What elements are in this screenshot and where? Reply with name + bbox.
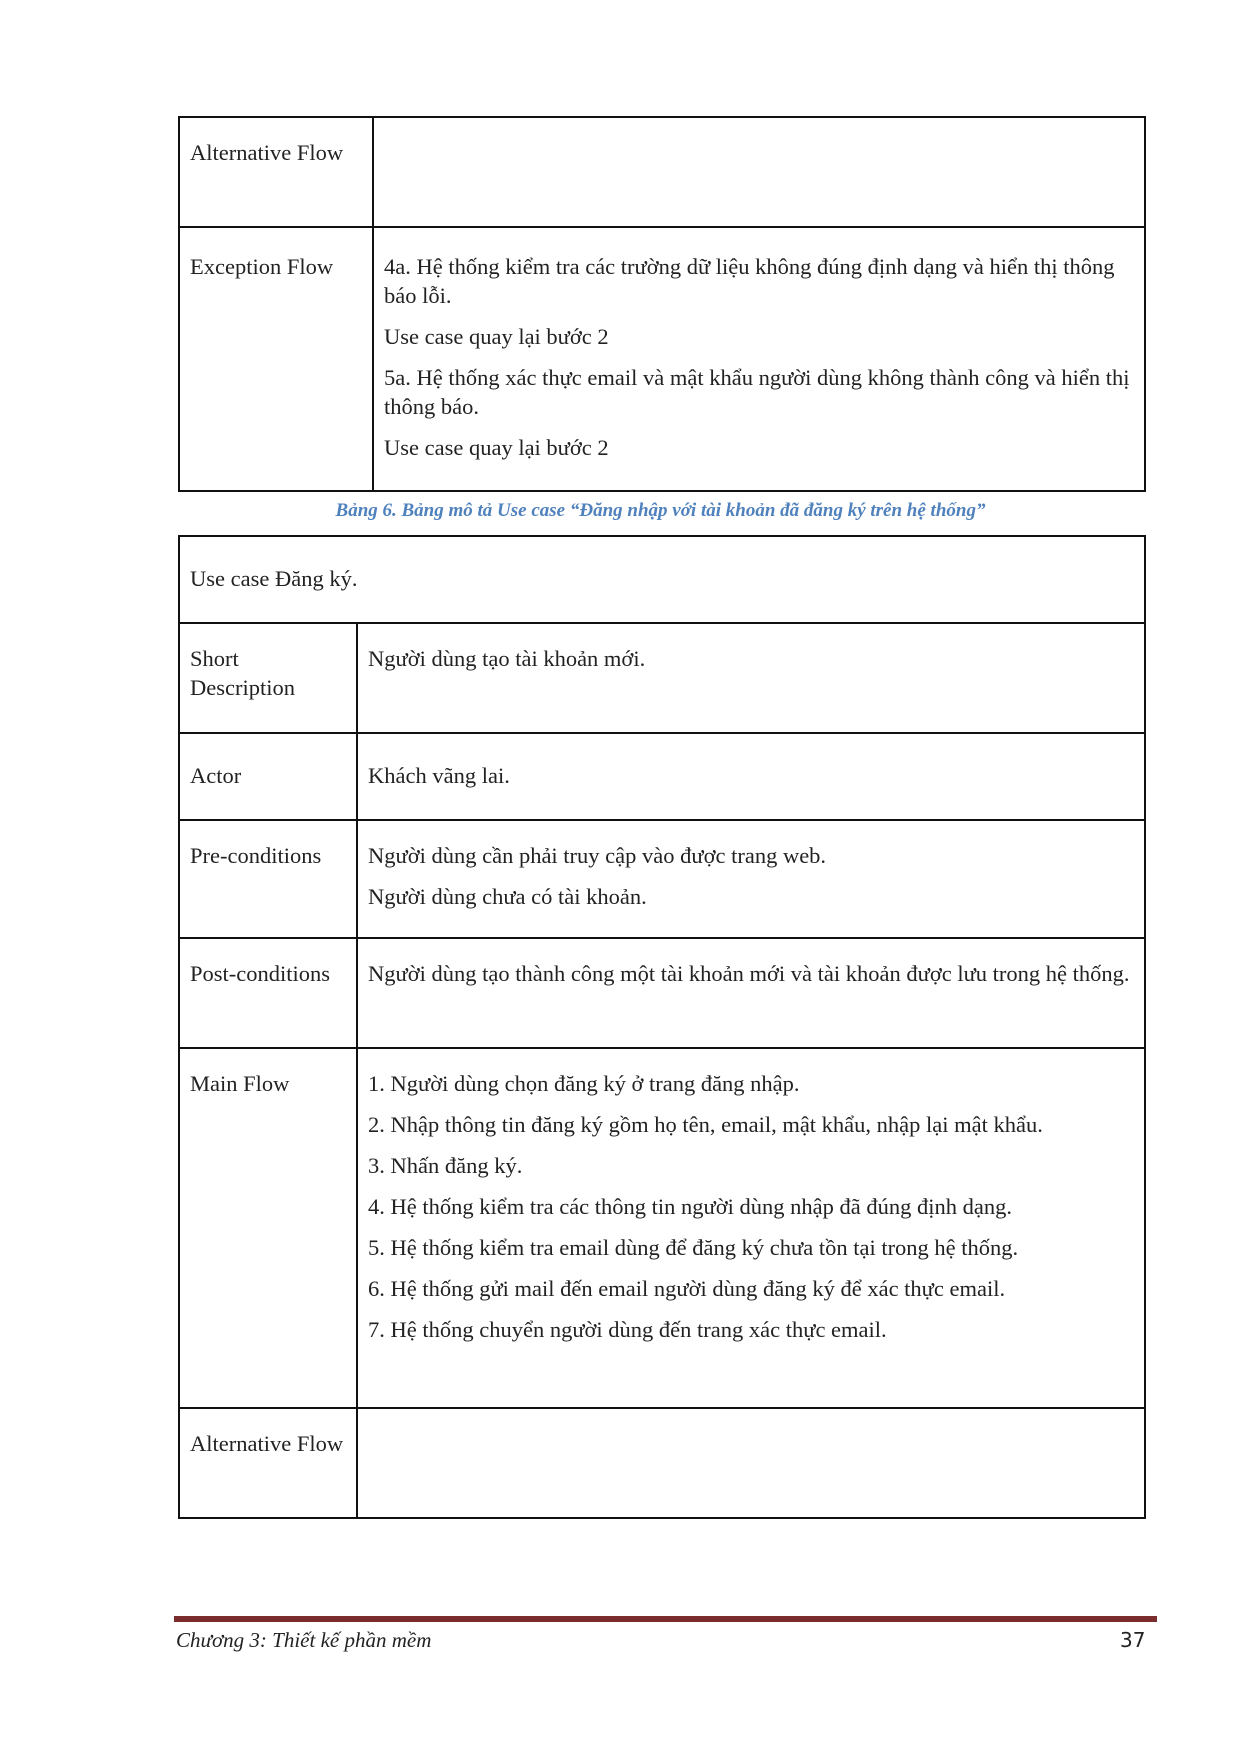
table-row	[179, 938, 1145, 1048]
table-row	[179, 227, 1145, 491]
row-line: Khách vãng lai.	[368, 763, 510, 788]
row-line: Người dùng tạo thành công một tài khoản mới và tài khoản được lưu trong hệ thống.	[368, 961, 1130, 986]
row-content	[357, 1408, 1145, 1518]
row-content	[357, 733, 1145, 820]
exception-line: 5a. Hệ thống xác thực email và mật khẩu người dùng không thành công và hiển thị thông báo.	[384, 365, 1130, 419]
table-title-row	[179, 536, 1145, 623]
main-flow-step: 1. Người dùng chọn đăng ký ở trang đăng nhập.	[368, 1071, 800, 1096]
use-case-table-register	[178, 535, 1146, 1519]
exception-line: 4a. Hệ thống kiểm tra các trường dữ liệu không đúng định dạng và hiển thị thông báo lỗi.	[384, 254, 1115, 308]
footer-divider	[174, 1616, 1157, 1622]
row-label: Pre-conditions	[179, 820, 357, 938]
row-content	[373, 117, 1145, 227]
row-label: Alternative Flow	[179, 1408, 357, 1518]
table-row	[179, 1048, 1145, 1408]
row-line: Người dùng chưa có tài khoản.	[368, 884, 647, 909]
table-row	[179, 117, 1145, 227]
row-content	[357, 1048, 1145, 1408]
exception-line: Use case quay lại bước 2	[384, 324, 609, 349]
row-content	[357, 820, 1145, 938]
row-content	[357, 938, 1145, 1048]
exception-line: Use case quay lại bước 2	[384, 435, 609, 460]
main-flow-step: 3. Nhấn đăng ký.	[368, 1153, 523, 1178]
table-row	[179, 733, 1145, 820]
row-label: Short Description	[179, 623, 357, 733]
main-flow-step: 7. Hệ thống chuyển người dùng đến trang xác thực email.	[368, 1317, 887, 1342]
main-flow-step: 6. Hệ thống gửi mail đến email người dùng đăng ký để xác thực email.	[368, 1276, 1006, 1301]
row-line: Người dùng tạo tài khoản mới.	[368, 646, 646, 671]
table-row	[179, 820, 1145, 938]
row-label: Main Flow	[179, 1048, 357, 1408]
main-flow-step: 5. Hệ thống kiểm tra email dùng để đăng ký chưa tồn tại trong hệ thống.	[368, 1235, 1019, 1260]
main-flow-step: 2. Nhập thông tin đăng ký gồm họ tên, email, mật khẩu, nhập lại mật khẩu.	[368, 1112, 1043, 1137]
footer-chapter-title: Chương 3: Thiết kế phần mềm	[176, 1628, 432, 1652]
row-line: Người dùng cần phải truy cập vào được trang web.	[368, 843, 827, 868]
main-flow-step: 4. Hệ thống kiểm tra các thông tin người dùng nhập đã đúng định dạng.	[368, 1194, 1012, 1219]
row-label: Exception Flow	[179, 227, 373, 491]
row-label: Post-conditions	[179, 938, 357, 1048]
row-label: Actor	[179, 733, 357, 820]
table-caption: Bảng 6. Bảng mô tả Use case “Đăng nhập với tài khoản đã đăng ký trên hệ thống”	[335, 500, 986, 521]
table-row	[179, 623, 1145, 733]
row-content	[357, 623, 1145, 733]
use-case-table-login-continued	[178, 116, 1146, 492]
table-row	[179, 1408, 1145, 1518]
table-title: Use case Đăng ký.	[179, 536, 1145, 623]
row-content	[373, 227, 1145, 491]
row-label: Alternative Flow	[179, 117, 373, 227]
page-number: 37	[1120, 1628, 1146, 1652]
